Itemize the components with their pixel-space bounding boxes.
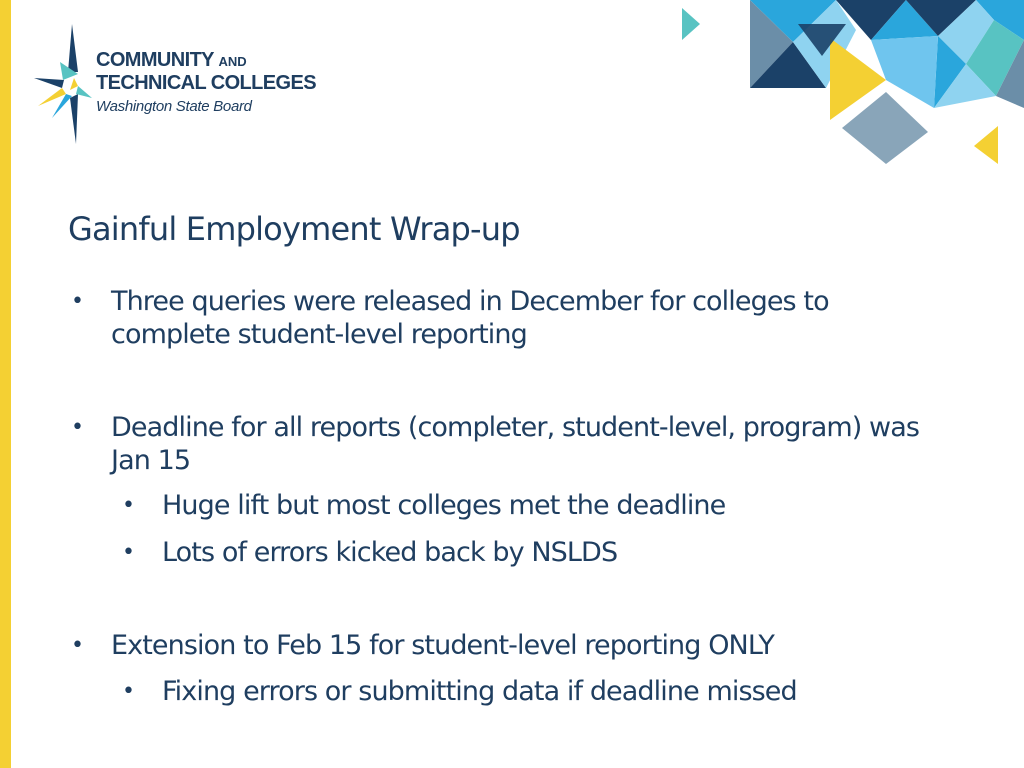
bullet-glyph: •	[71, 633, 84, 658]
bullet-item-1	[71, 285, 829, 351]
bullet-glyph: •	[122, 679, 135, 704]
bullet-item-2	[71, 411, 920, 477]
bullet-text-line: Extension to Feb 15 for student-level reporting ONLY	[111, 630, 774, 661]
logo-and: AND	[218, 54, 247, 69]
sub-bullet-item-2	[122, 536, 618, 569]
sub-bullet-item-3	[122, 675, 797, 708]
bullet-text-line: Three queries were released in December for colleges to	[111, 286, 829, 317]
logo-line-2: TECHNICAL COLLEGES	[96, 72, 316, 94]
bullet-glyph: •	[122, 540, 135, 565]
logo-line-3: Washington State Board	[96, 98, 252, 115]
bullet-text-line: complete student-level reporting	[111, 319, 527, 350]
bullet-text-line: Lots of errors kicked back by NSLDS	[162, 537, 618, 568]
bullet-text-line: Huge lift but most colleges met the deadline	[162, 490, 726, 521]
logo-community: COMMUNITY	[96, 49, 214, 71]
bullet-text-line: Jan 15	[111, 445, 191, 476]
bullet-text-line: Fixing errors or submitting data if deadline missed	[162, 676, 797, 707]
bullet-text-line: Deadline for all reports (completer, student-level, program) was	[111, 412, 920, 443]
bullet-item-3	[71, 629, 774, 662]
slide-title: Gainful Employment Wrap-up	[68, 210, 520, 248]
bullet-glyph: •	[122, 493, 135, 518]
sub-bullet-item-1	[122, 489, 726, 522]
bullet-glyph: •	[71, 289, 84, 314]
bullet-glyph: •	[71, 415, 84, 440]
